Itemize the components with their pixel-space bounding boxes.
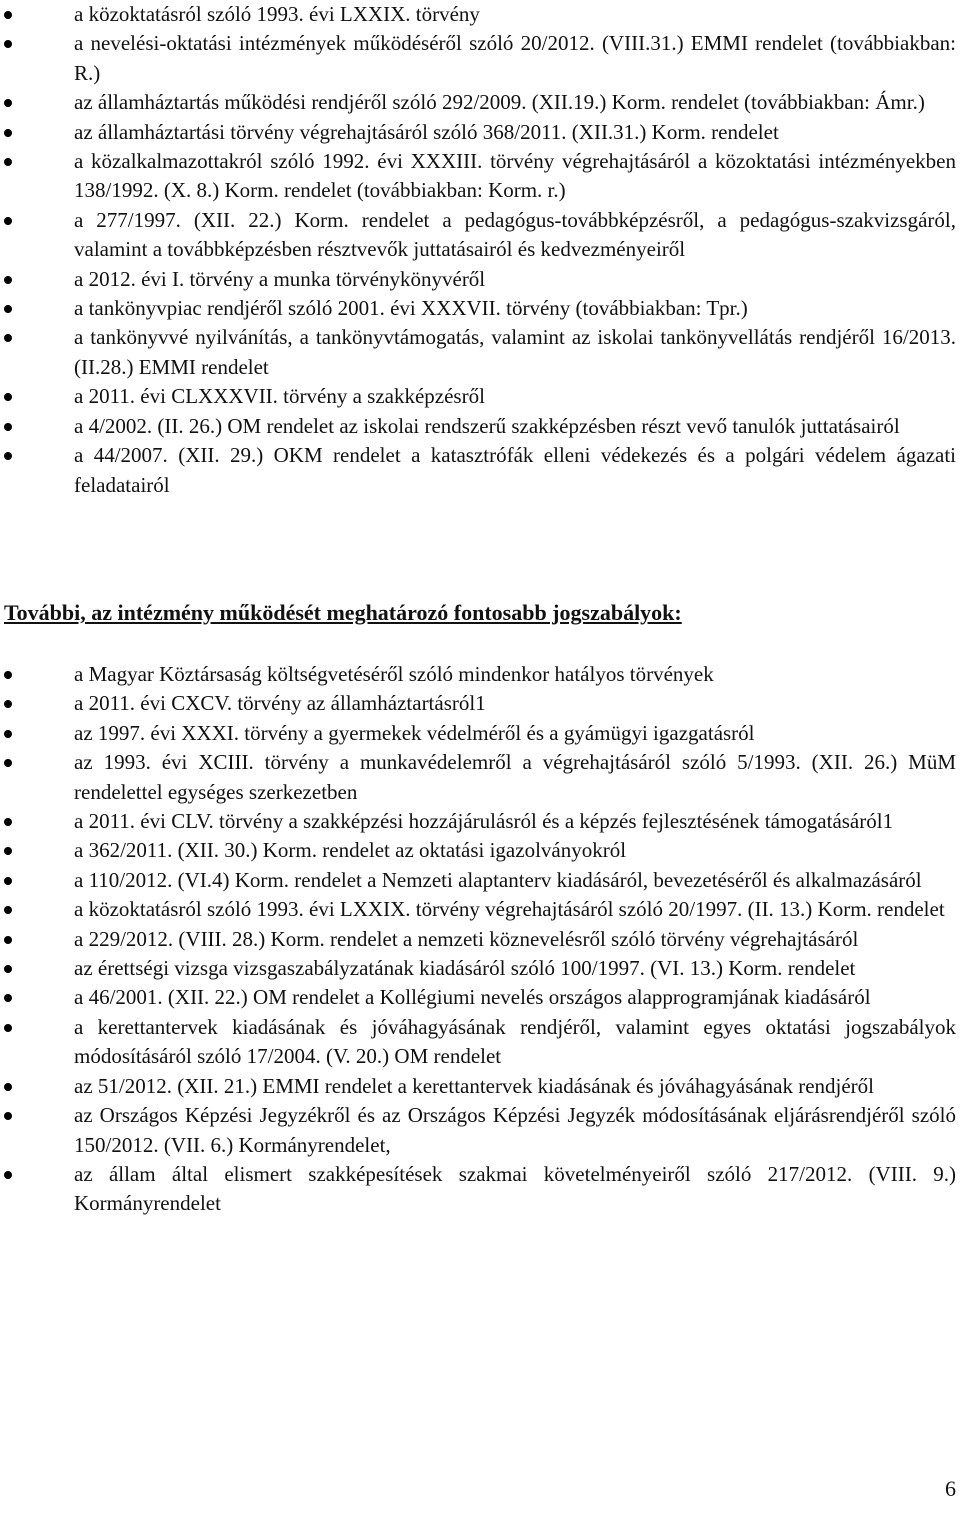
bullet-icon [4, 877, 12, 885]
list-item [0, 866, 960, 895]
list-item-text: a közoktatásról szóló 1993. évi LXXIX. törvény végrehajtásáról szóló 20/1997. (II. 13.) Korm. rendelet [74, 897, 945, 922]
bullet-icon [4, 1024, 12, 1032]
list-item-text: a 110/2012. (VI.4) Korm. rendelet a Nemzeti alaptanterv kiadásáról, bevezetéséről és alkalmazásáról [74, 867, 922, 892]
list-item [0, 147, 960, 206]
list-item-text: a tankönyvvé nyilvánítás, a tankönyvtámogatás, valamint az iskolai tankönyvellátás rendjéről 16/2013. (II.28.) EMMI rendelet [74, 325, 956, 379]
list-item [0, 441, 960, 500]
bullet-icon [4, 1171, 12, 1179]
list-item [0, 807, 960, 836]
list-item [0, 118, 960, 147]
list-item-text: az 1993. évi XCIII. törvény a munkavédelemről a végrehajtásáról szóló 5/1993. (XII. 26.) MüM rendelettel egységes szerkezetben [74, 750, 956, 804]
bullet-icon [4, 818, 12, 826]
bullet-icon [4, 759, 12, 767]
bullet-icon [4, 671, 12, 679]
list-item-text: az 1997. évi XXXI. törvény a gyermekek védelméről és a gyámügyi igazgatásról [74, 720, 755, 745]
list-item-text: az Országos Képzési Jegyzékről és az Országos Képzési Jegyzék módosításának eljárásrendjéről szóló 150/2012. (VII. 6.) Kormányrendelet, [74, 1103, 956, 1157]
bullet-icon [4, 452, 12, 460]
list-item [0, 895, 960, 924]
bullet-icon [4, 393, 12, 401]
list-item-text: a 277/1997. (XII. 22.) Korm. rendelet a pedagógus-továbbképzésről, a pedagógus-szakvizsgáról, valamint a továbbképzésben résztvevők juttatásairól és kedvezményeiről [74, 207, 956, 262]
bullet-icon [4, 158, 12, 166]
list-item [0, 29, 960, 88]
list-item [0, 382, 960, 411]
bullet-icon [4, 423, 12, 431]
list-item-text: a közalkalmazottakról szóló 1992. évi XXXIII. törvény végrehajtásáról a közoktatási intézményekben 138/1992. (X. 8.) Korm. rendelet (továbbiakban: Korm. r.) [74, 149, 956, 203]
list-item [0, 719, 960, 748]
list-item [0, 294, 960, 323]
list-item [0, 1072, 960, 1101]
bullet-icon [4, 334, 12, 342]
bullet-icon [4, 40, 12, 48]
bullet-icon [4, 906, 12, 914]
list-item [0, 206, 960, 265]
list-item-text: a 4/2002. (II. 26.) OM rendelet az iskolai rendszerű szakképzésben részt vevő tanulók juttatásairól [74, 413, 900, 438]
list-item-text: a 44/2007. (XII. 29.) OKM rendelet a katasztrófák elleni védekezés és a polgári védelem ágazati feladatairól [74, 443, 956, 497]
legislation-list [0, 0, 960, 500]
list-item-text: a 2012. évi I. törvény a munka törvénykönyvéről [74, 266, 486, 291]
list-item-text: a 2011. évi CXCV. törvény az államháztartásról1 [74, 691, 486, 716]
list-item [0, 925, 960, 954]
bullet-icon [4, 99, 12, 107]
list-item [0, 1101, 960, 1160]
list-item [0, 689, 960, 718]
list-item [0, 748, 960, 807]
bullet-icon [4, 129, 12, 137]
bullet-icon [4, 11, 12, 19]
list-item-text: a 2011. évi CLV. törvény a szakképzési hozzájárulásról és a képzés fejlesztésének támogatásáról1 [74, 809, 894, 834]
list-item-text: az állam által elismert szakképesítések szakmai követelményeiről szóló 217/2012. (VIII. 9.) Kormányrendelet [74, 1161, 956, 1216]
list-item-text: az államháztartás működési rendjéről szóló 292/2009. (XII.19.) Korm. rendelet (továbbiakban: Ámr.) [74, 90, 925, 115]
bullet-icon [4, 730, 12, 738]
bullet-icon [4, 936, 12, 944]
page-number: 6 [945, 1476, 956, 1501]
bullet-icon [4, 1083, 12, 1091]
list-item [0, 88, 960, 117]
list-item-text: a 362/2011. (XII. 30.) Korm. rendelet az oktatási igazolványokról [74, 838, 627, 863]
bullet-icon [4, 276, 12, 284]
list-item-text: a 229/2012. (VIII. 28.) Korm. rendelet a nemzeti köznevelésről szóló törvény végrehajtásáról [74, 926, 859, 951]
bullet-icon [4, 305, 12, 313]
list-item-text: a 2011. évi CLXXXVII. törvény a szakképzésről [74, 384, 485, 409]
bullet-icon [4, 1112, 12, 1120]
list-item [0, 265, 960, 294]
bullet-icon [4, 217, 12, 225]
list-item-text: a 46/2001. (XII. 22.) OM rendelet a Kollégiumi nevelés országos alapprogramjának kiadásáról [74, 985, 871, 1010]
list-item-text: az államháztartási törvény végrehajtásáról szóló 368/2011. (XII.31.) Korm. rendelet [74, 119, 779, 144]
list-item-text: az 51/2012. (XII. 21.) EMMI rendelet a kerettantervek kiadásának és jóváhagyásának rendjéről [74, 1073, 875, 1098]
list-item [0, 1013, 960, 1072]
section-heading: További, az intézmény működését meghatározó fontosabb jogszabályok: [4, 600, 682, 625]
list-item [0, 0, 960, 29]
list-item [0, 983, 960, 1012]
bullet-icon [4, 994, 12, 1002]
bullet-icon [4, 847, 12, 855]
bullet-icon [4, 700, 12, 708]
list-item [0, 836, 960, 865]
bullet-icon [4, 965, 12, 973]
list-item [0, 323, 960, 382]
list-item [0, 660, 960, 689]
additional-legislation-list [0, 660, 960, 1219]
list-item [0, 1160, 960, 1219]
list-item-text: a Magyar Köztársaság költségvetéséről szóló mindenkor hatályos törvények [74, 662, 714, 686]
list-item-text: az érettségi vizsga vizsgaszabályzatának kiadásáról szóló 100/1997. (VI. 13.) Korm. rendelet [74, 956, 856, 981]
list-item-text: a tankönyvpiac rendjéről szóló 2001. évi XXXVII. törvény (továbbiakban: Tpr.) [74, 296, 748, 321]
list-item [0, 954, 960, 983]
list-item-text: a közoktatásról szóló 1993. évi LXXIX. törvény [74, 2, 480, 26]
list-item-text: a kerettantervek kiadásának és jóváhagyásának rendjéről, valamint egyes oktatási jogszabályok módosításáról szóló 17/2004. (V. 20.) OM rendelet [74, 1014, 956, 1069]
list-item-text: a nevelési-oktatási intézmények működéséről szóló 20/2012. (VIII.31.) EMMI rendelet (továbbiakban: R.) [74, 31, 956, 85]
list-item [0, 412, 960, 441]
